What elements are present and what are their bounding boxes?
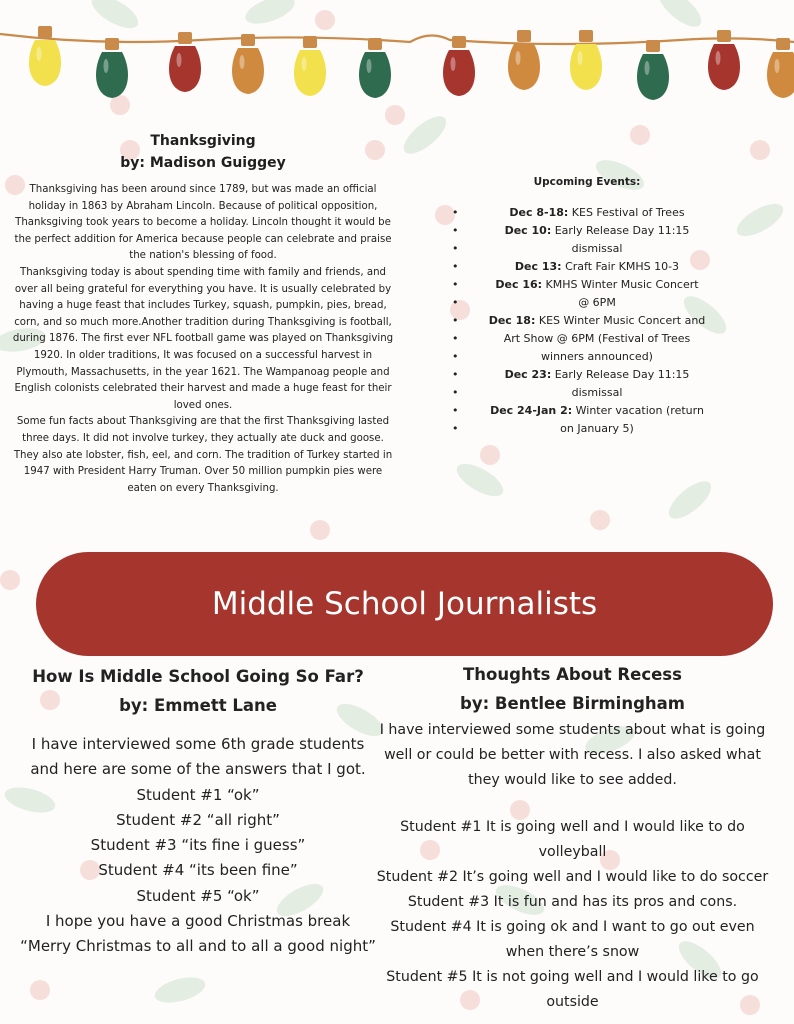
event-date: Dec 18: [488, 314, 536, 327]
thanksgiving-article [12, 130, 394, 497]
event-item [454, 294, 732, 312]
light-bulb-icon [767, 38, 794, 98]
interview-line: Student #4 “its been fine” [98, 861, 298, 880]
recess-article [375, 660, 770, 1015]
light-bulb-icon [96, 38, 128, 98]
berry-icon [0, 570, 20, 590]
interview-line: Student #4 It is going ok and I want to go out even when there’s snow [390, 919, 755, 960]
middle-school-article [18, 662, 378, 960]
light-bulb-icon [570, 30, 602, 90]
interview-line: Student #5 It is not going well and I would like to go outside [386, 969, 759, 1010]
event-item [454, 222, 732, 240]
holly-leaf-icon [663, 475, 717, 525]
event-item [454, 240, 732, 258]
interview-line: Student #1 “ok” [136, 785, 260, 804]
middle-school-byline: by: Emmett Lane [119, 696, 277, 715]
recess-intro: I have interviewed some students about what is going well or could be better with recess. I also asked what they would like to see added. [379, 722, 766, 788]
middle-school-title: How Is Middle School Going So Far? [32, 667, 364, 686]
light-bulb-icon [232, 34, 264, 94]
recess-body [375, 815, 770, 1015]
event-text: Craft Fair KMHS 10-3 [561, 260, 680, 273]
thanksgiving-title: Thanksgiving [150, 133, 256, 149]
banner-title: Middle School Journalists [211, 586, 598, 622]
middle-school-body [18, 732, 378, 960]
event-date: Dec 13: [514, 260, 562, 273]
holly-leaf-icon [732, 197, 788, 242]
event-text: winners announced) [541, 350, 653, 363]
berry-icon [480, 445, 500, 465]
interview-line: Student #2 “all right” [116, 810, 280, 829]
berry-icon [750, 140, 770, 160]
event-item [454, 366, 732, 384]
event-item [454, 348, 732, 366]
interview-line: Student #3 It is fun and has its pros and cons. [407, 894, 738, 910]
event-date: Dec 10: [504, 224, 552, 237]
section-banner [36, 552, 773, 656]
recess-byline: by: Bentlee Birmingham [460, 694, 685, 713]
interview-line: Student #1 It is going well and I would like to do volleyball [400, 819, 745, 860]
event-text: Early Release Day 11:15 [551, 224, 690, 237]
upcoming-events [442, 176, 732, 438]
light-bulb-icon [637, 40, 669, 100]
berry-icon [630, 125, 650, 145]
event-text: @ 6PM [578, 296, 616, 309]
event-text: KES Winter Music Concert and [535, 314, 706, 327]
event-text: KES Festival of Trees [568, 206, 685, 219]
interview-line: Student #2 It’s going well and I would like to do soccer [376, 869, 769, 885]
event-item [454, 330, 732, 348]
event-text: Art Show @ 6PM (Festival of Trees [503, 332, 691, 345]
spacer [375, 793, 770, 815]
light-bulb-icon [29, 26, 61, 86]
event-text: KMHS Winter Music Concert [542, 278, 699, 291]
thanksgiving-paragraph: Some fun facts about Thanksgiving are that the first Thanksgiving lasted three days. It did not involve turkey, they actually ate duck and goose. They also ate lobster, fish, eel, and corn. The tradition of Turkey started in 1947 with President Harry Truman. Over 50 million pumpkin pies were eaten on every Thanksgiving. [13, 416, 393, 494]
event-item [454, 402, 732, 420]
light-bulb-icon [294, 36, 326, 96]
berry-icon [30, 980, 50, 1000]
event-item [454, 204, 732, 222]
event-text: Early Release Day 11:15 [551, 368, 690, 381]
event-item [454, 258, 732, 276]
event-date: Dec 8-18: [509, 206, 569, 219]
string-lights [0, 0, 794, 115]
holly-leaf-icon [452, 457, 508, 502]
events-title: Upcoming Events: [533, 176, 641, 188]
event-text: dismissal [571, 386, 623, 399]
event-date: Dec 23: [504, 368, 552, 381]
thanksgiving-paragraph: Thanksgiving today is about spending time with family and friends, and over all being grateful for everything you have. It is usually celebrated by having a huge feast that includes Turkey, squash, pumpkin, pies, bread, corn, and so much more.Another tradition during Thanksgiving is football, during 1876. The first ever NFL football game was played on Thanksgiving 1920. In older traditions, It was focused on a successful harvest in Plymouth, Massachusetts, in the year 1621. The Wampanoag people and English colonists celebrated their harvest and made a huge feast for their loved ones. [12, 266, 394, 411]
light-bulb-icon [508, 30, 540, 90]
holly-leaf-icon [398, 110, 452, 160]
event-date: Dec 16: [495, 278, 543, 291]
event-date: Dec 24-Jan 2: [490, 404, 573, 417]
interview-line: I hope you have a good Christmas break [45, 912, 351, 931]
thanksgiving-byline: by: Madison Guiggey [120, 155, 286, 171]
interview-line: “Merry Christmas to all and to all a good night” [20, 937, 376, 956]
interview-line: Student #5 “ok” [136, 886, 260, 905]
light-bulb-icon [359, 38, 391, 98]
berry-icon [590, 510, 610, 530]
event-text: Winter vacation (return [572, 404, 704, 417]
event-text: on January 5) [560, 422, 634, 435]
berry-icon [310, 520, 330, 540]
holly-leaf-icon [152, 973, 208, 1008]
recess-title: Thoughts About Recess [463, 665, 682, 684]
thanksgiving-paragraph: Thanksgiving has been around since 1789, but was made an official holiday in 1863 by Abraham Lincoln. Because of political opposition, Thanksgiving took years to become a holiday. Lincoln thought it would be the perfect addition for America because people can celebrate and praise the nation's blessing of food. [14, 184, 392, 262]
events-list [442, 204, 732, 438]
event-item [454, 420, 732, 438]
interview-line: Student #3 “its fine i guess” [90, 836, 306, 855]
interview-line: I have interviewed some 6th grade students and here are some of the answers that I got. [30, 735, 366, 779]
event-item [454, 312, 732, 330]
event-text: dismissal [571, 242, 623, 255]
event-item [454, 276, 732, 294]
event-item [454, 384, 732, 402]
light-bulb-icon [443, 36, 475, 96]
